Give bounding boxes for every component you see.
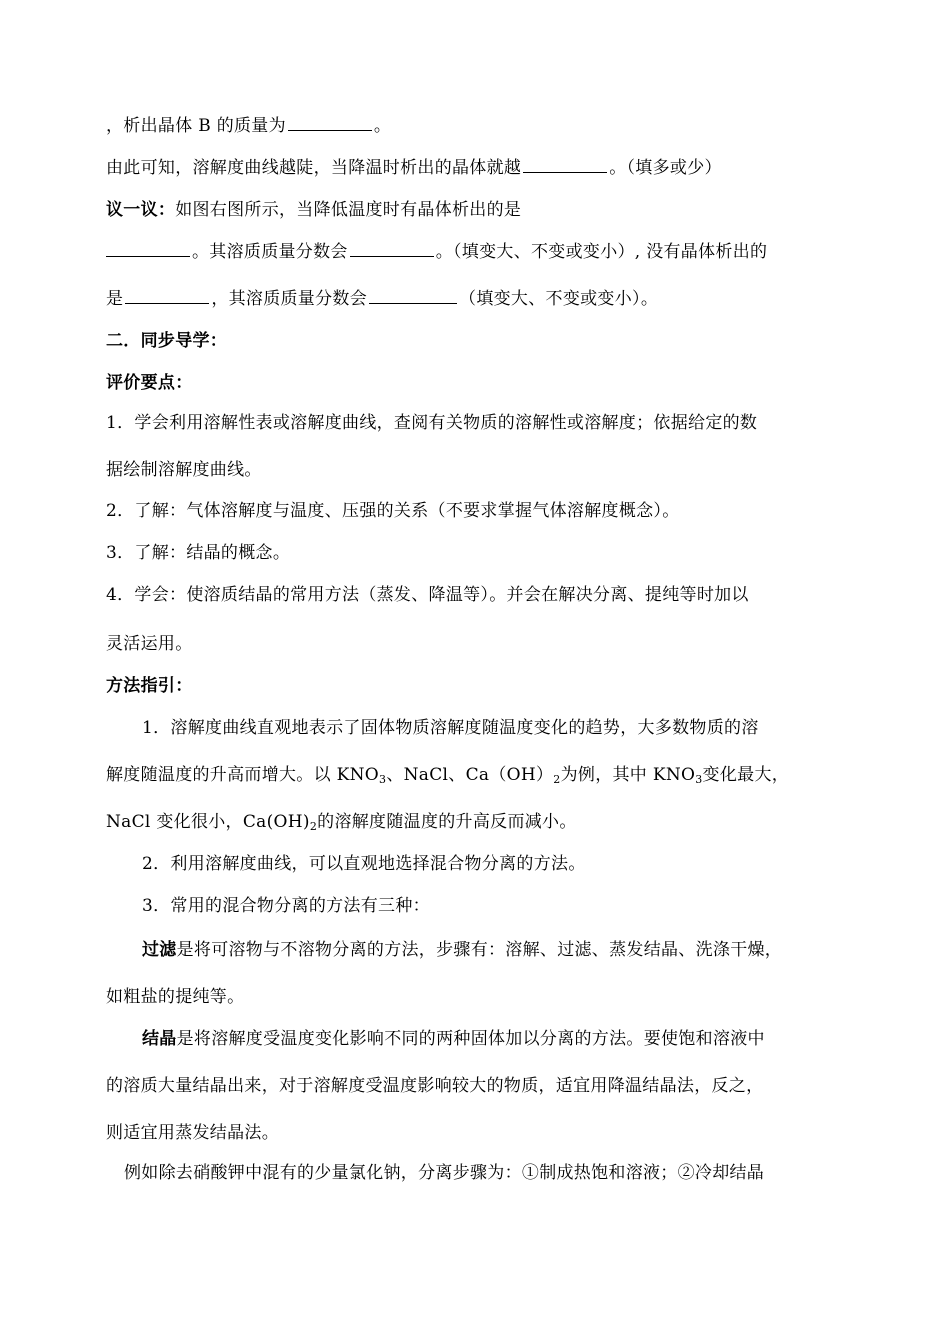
text: （填变大、不变或变小）。 xyxy=(459,289,659,309)
text: 是将溶解度受温度变化影响不同的两种固体加以分离的方法。要使饱和溶液中 xyxy=(176,1029,765,1049)
text: 是将可溶物与不溶物分离的方法，步骤有：溶解、过滤、蒸发结晶、洗涤干燥， xyxy=(176,940,783,960)
subscript: 3 xyxy=(379,773,387,786)
evaluation-heading: 评价要点： xyxy=(106,373,193,393)
filtration-term: 过滤 xyxy=(142,940,177,960)
example-paragraph: 例如除去硝酸钾中混有的少量氯化钠，分离步骤为：①制成热饱和溶液；②冷却结晶 xyxy=(124,1163,765,1183)
crystallization-term: 结晶 xyxy=(142,1029,177,1049)
eval-item-1: 1．学会利用溶解性表或溶解度曲线，查阅有关物质的溶解性或溶解度；依据给定的数 xyxy=(106,413,758,433)
text: 变化最大， xyxy=(702,765,790,785)
text: 。（填多或少） xyxy=(609,158,722,178)
text: ，析出晶体 B 的质量为 xyxy=(106,116,286,136)
subscript: 3 xyxy=(695,773,703,786)
text: NaCl 变化很小，Ca(OH) xyxy=(106,812,310,832)
text: 。（填变大、不变或变小）, 没有晶体析出的 xyxy=(435,242,768,262)
line-no-crystal xyxy=(106,287,658,311)
line-mass-fraction xyxy=(106,240,767,264)
eval-item-1-cont: 据绘制溶解度曲线。 xyxy=(106,460,262,480)
text: 为例，其中 KNO xyxy=(560,765,696,785)
eval-item-2: 2．了解：气体溶解度与温度、压强的关系（不要求掌握气体溶解度概念）。 xyxy=(106,501,680,521)
crystallization-cont2: 则适宜用蒸发结晶法。 xyxy=(106,1123,279,1143)
crystallization-paragraph xyxy=(142,1027,765,1051)
blank-field[interactable] xyxy=(369,289,457,304)
text: 。 xyxy=(373,116,392,136)
filtration-paragraph xyxy=(142,938,782,962)
method-1-cont xyxy=(106,763,789,787)
text: 。其溶质质量分数会 xyxy=(192,242,348,262)
text: 、NaCl、Ca（OH） xyxy=(386,765,554,785)
eval-item-3: 3．了解：结晶的概念。 xyxy=(106,543,291,563)
line-discuss xyxy=(106,198,521,222)
discuss-heading: 议一议： xyxy=(106,200,176,220)
filtration-cont: 如粗盐的提纯等。 xyxy=(106,987,245,1007)
line-crystal-mass xyxy=(106,114,391,138)
text: 解度随温度的升高而增大。以 KNO xyxy=(106,765,380,785)
method-1-cont2 xyxy=(106,810,577,834)
text: 是 xyxy=(106,289,124,309)
line-curve-steep xyxy=(106,156,722,180)
blank-field[interactable] xyxy=(523,158,607,173)
blank-field[interactable] xyxy=(125,289,209,304)
method-3: 3．常用的混合物分离的方法有三种： xyxy=(142,896,430,916)
subscript: 2 xyxy=(309,820,318,833)
blank-field[interactable] xyxy=(288,116,372,131)
method-heading: 方法指引： xyxy=(106,676,193,696)
crystallization-cont: 的溶质大量结晶出来，对于溶解度受温度影响较大的物质，适宜用降温结晶法，反之， xyxy=(106,1076,764,1096)
text: 的溶解度随温度的升高反而减小。 xyxy=(317,812,577,832)
method-1: 1．溶解度曲线直观地表示了固体物质溶解度随温度变化的趋势，大多数物质的溶 xyxy=(142,718,759,738)
subscript: 2 xyxy=(553,773,561,786)
eval-item-4: 4．学会：使溶质结晶的常用方法（蒸发、降温等）。并会在解决分离、提纯等时加以 xyxy=(106,585,749,605)
text: 由此可知，溶解度曲线越陡，当降温时析出的晶体就越 xyxy=(106,158,522,178)
method-2: 2．利用溶解度曲线，可以直观地选择混合物分离的方法。 xyxy=(142,854,586,874)
eval-item-4-cont: 灵活运用。 xyxy=(106,634,193,654)
text: ，其溶质质量分数会 xyxy=(211,289,368,309)
blank-field[interactable] xyxy=(350,242,434,257)
text: 如图右图所示，当降低温度时有晶体析出的是 xyxy=(175,200,522,220)
blank-field[interactable] xyxy=(106,242,190,257)
section-heading: 二．同步导学： xyxy=(106,331,228,351)
